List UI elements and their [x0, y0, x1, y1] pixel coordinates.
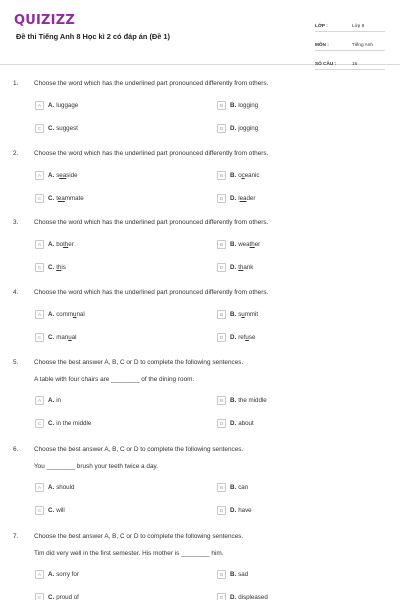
underlined-part: ea	[59, 171, 67, 179]
option-text	[238, 311, 258, 318]
option-text-end: ank	[243, 263, 254, 271]
option-key-box: A	[35, 101, 44, 110]
option-b[interactable]	[217, 569, 248, 579]
option-text-start: in the middle	[56, 419, 92, 427]
option-c[interactable]	[35, 505, 65, 515]
option-key-box: D	[217, 593, 226, 600]
option-label: B.	[230, 171, 237, 179]
option-a[interactable]	[35, 170, 78, 180]
option-text	[238, 420, 253, 427]
option-c[interactable]	[35, 262, 66, 272]
underlined-part: th	[238, 263, 244, 271]
option-text-end: mmit	[244, 310, 259, 318]
option-d[interactable]	[217, 332, 255, 342]
meta-label: LỚP :	[315, 23, 328, 28]
underlined-part: th	[56, 263, 62, 271]
underlined-part: u	[73, 310, 77, 318]
option-text	[238, 264, 253, 271]
question-sentence: You ________ brush your teeth twice a day.	[34, 463, 158, 470]
option-text-start: sad	[238, 570, 249, 578]
worksheet-meta	[315, 13, 385, 70]
option-label: A.	[48, 570, 55, 578]
option-text-end: al	[71, 333, 77, 341]
worksheet-title: Đề thi Tiếng Anh 8 Học kì 2 có đáp án (Đề 1)	[16, 32, 170, 41]
underlined-part: th	[249, 240, 255, 248]
option-text-end: nal	[76, 310, 85, 318]
option-text-end: se	[248, 333, 256, 341]
option-b[interactable]	[217, 170, 260, 180]
option-b[interactable]	[217, 239, 260, 249]
option-key-box: B	[217, 570, 226, 579]
option-text-start: jogging	[238, 124, 259, 132]
option-label: A.	[48, 171, 55, 179]
option-text	[56, 334, 76, 341]
option-label: B.	[230, 240, 237, 248]
option-text	[238, 484, 248, 491]
option-key-box: A	[35, 396, 44, 405]
option-text-end: der	[246, 194, 256, 202]
option-text	[56, 507, 65, 514]
option-text	[238, 125, 258, 132]
option-label: C.	[48, 124, 55, 132]
option-text	[56, 484, 74, 491]
option-a[interactable]	[35, 569, 79, 579]
option-key-box: B	[217, 171, 226, 180]
underlined-part: u	[245, 333, 249, 341]
option-key-box: D	[217, 263, 226, 272]
meta-label: MÔN :	[315, 42, 329, 47]
meta-value: Lớp 8	[352, 23, 365, 28]
underlined-part: ea	[57, 194, 65, 202]
option-text-start: can	[238, 483, 249, 491]
option-a[interactable]	[35, 100, 78, 110]
option-text-start: will	[56, 506, 65, 514]
underlined-part: u	[68, 333, 72, 341]
option-text-start: ref	[238, 333, 246, 341]
option-key-box: C	[35, 194, 44, 203]
option-text	[56, 397, 61, 404]
meta-row-class	[315, 13, 385, 32]
option-text	[56, 594, 79, 600]
option-label: C.	[48, 194, 55, 202]
option-label: B.	[230, 483, 237, 491]
option-text-start: s	[238, 310, 242, 318]
option-key-box: A	[35, 171, 44, 180]
option-text-end: eanic	[244, 171, 260, 179]
option-label: C.	[48, 333, 55, 341]
option-label: A.	[48, 396, 55, 404]
question-number: 3.	[13, 219, 19, 226]
question-number: 2.	[13, 150, 19, 157]
option-text-start: displeased	[238, 593, 268, 600]
option-label: B.	[230, 396, 237, 404]
option-d[interactable]	[217, 123, 258, 133]
option-text	[238, 172, 259, 179]
option-label: D.	[230, 593, 237, 600]
option-key-box: C	[35, 333, 44, 342]
option-text-start: should	[56, 483, 75, 491]
option-text	[238, 594, 268, 600]
option-label: B.	[230, 570, 237, 578]
question-text: Choose the word which has the underlined part pronounced differently from others.	[34, 219, 269, 226]
option-d[interactable]	[217, 262, 253, 272]
option-text-start: luggage	[56, 101, 79, 109]
option-label: B.	[230, 310, 237, 318]
option-c[interactable]	[35, 418, 91, 428]
option-c[interactable]	[35, 332, 77, 342]
option-text	[238, 195, 255, 202]
option-b[interactable]	[217, 100, 258, 110]
option-text-start: man	[56, 333, 69, 341]
option-key-box: B	[217, 310, 226, 319]
option-key-box: A	[35, 240, 44, 249]
option-key-box: C	[35, 263, 44, 272]
option-c[interactable]	[35, 592, 79, 600]
option-text	[56, 172, 77, 179]
option-label: D.	[230, 419, 237, 427]
option-text-start: have	[238, 506, 252, 514]
option-text	[238, 102, 258, 109]
question-text: Choose the best answer A, B, C or D to complete the following sentences.	[34, 446, 244, 453]
option-label: D.	[230, 263, 237, 271]
question-text: Choose the word which has the underlined part pronounced differently from others.	[34, 80, 269, 87]
option-text-start: o	[238, 171, 242, 179]
option-text-end: mmate	[64, 194, 84, 202]
option-a[interactable]	[35, 482, 74, 492]
option-b[interactable]	[217, 395, 267, 405]
underlined-part: ea	[239, 194, 247, 202]
option-key-box: A	[35, 570, 44, 579]
option-text	[238, 334, 255, 341]
question-text: Choose the word which has the underlined part pronounced differently from others.	[34, 289, 269, 296]
question-number: 5.	[13, 359, 19, 366]
underlined-part: c	[241, 171, 245, 179]
question-text: Choose the best answer A, B, C or D to complete the following sentences.	[34, 533, 244, 540]
option-text-start: t	[56, 194, 58, 202]
option-b[interactable]	[217, 482, 248, 492]
option-key-box: B	[217, 101, 226, 110]
option-text-start: the middle	[238, 396, 267, 404]
option-text-end: is	[61, 263, 66, 271]
option-key-box: C	[35, 506, 44, 515]
option-text-start: about	[238, 419, 254, 427]
option-text	[238, 571, 248, 578]
option-key-box: D	[217, 124, 226, 133]
option-text-end: er	[254, 240, 261, 248]
option-key-box: B	[217, 396, 226, 405]
option-label: D.	[230, 194, 237, 202]
option-label: B.	[230, 101, 237, 109]
question-number: 1.	[13, 80, 19, 87]
option-key-box: D	[217, 419, 226, 428]
option-label: C.	[48, 506, 55, 514]
option-a[interactable]	[35, 309, 85, 319]
option-text	[238, 507, 251, 514]
option-text-start: comm	[56, 310, 74, 318]
option-key-box: D	[217, 333, 226, 342]
meta-row-count	[315, 51, 385, 70]
option-key-box: D	[217, 506, 226, 515]
option-label: C.	[48, 419, 55, 427]
option-key-box: A	[35, 310, 44, 319]
option-label: A.	[48, 240, 55, 248]
worksheet-header	[0, 0, 400, 65]
option-text	[56, 102, 78, 109]
question-text: Choose the best answer A, B, C or D to complete the following sentences.	[34, 359, 244, 366]
option-key-box: C	[35, 419, 44, 428]
option-key-box: C	[35, 124, 44, 133]
option-key-box: D	[217, 194, 226, 203]
option-text-start: suggest	[56, 124, 78, 132]
option-label: A.	[48, 483, 55, 491]
option-key-box: C	[35, 593, 44, 600]
option-label: C.	[48, 593, 55, 600]
option-text	[56, 311, 85, 318]
question-number: 6.	[13, 446, 19, 453]
meta-value: 16	[352, 61, 358, 66]
meta-row-subject	[315, 32, 385, 51]
underlined-part: th	[63, 240, 69, 248]
option-label: A.	[48, 101, 55, 109]
option-key-box: A	[35, 483, 44, 492]
question-sentence: A table with four chairs are ________ of the dining room.	[34, 376, 195, 383]
option-key-box: B	[217, 483, 226, 492]
option-a[interactable]	[35, 239, 74, 249]
option-text-end: side	[66, 171, 78, 179]
option-d[interactable]	[217, 193, 255, 203]
option-text-start: bo	[56, 240, 64, 248]
option-text-start: sorry for	[56, 570, 79, 578]
meta-label: SỐ CÂU :	[315, 61, 337, 66]
option-text	[238, 241, 260, 248]
option-text-start: l	[238, 194, 240, 202]
option-key-box: B	[217, 240, 226, 249]
option-text-start: wea	[238, 240, 250, 248]
underlined-part: u	[241, 310, 245, 318]
option-c[interactable]	[35, 123, 78, 133]
option-b[interactable]	[217, 309, 258, 319]
option-label: A.	[48, 310, 55, 318]
question-number: 7.	[13, 533, 19, 540]
question-text: Choose the word which has the underlined part pronounced differently from others.	[34, 150, 269, 157]
option-label: D.	[230, 124, 237, 132]
option-a[interactable]	[35, 395, 61, 405]
meta-value: Tiếng Anh	[352, 42, 373, 47]
option-d[interactable]	[217, 592, 268, 600]
option-label: C.	[48, 263, 55, 271]
option-d[interactable]	[217, 505, 252, 515]
option-text	[56, 264, 66, 271]
option-text-start: logging	[238, 101, 259, 109]
option-text	[56, 571, 79, 578]
option-text-start: s	[56, 171, 60, 179]
question-number: 4.	[13, 289, 19, 296]
option-text	[238, 397, 267, 404]
option-c[interactable]	[35, 193, 84, 203]
option-text-end: er	[68, 240, 74, 248]
quizizz-logo: QUIZIZZ	[14, 13, 75, 28]
option-text	[56, 420, 91, 427]
question-sentence: Tim did very well in the first semester. His mother is ________ him.	[34, 550, 224, 557]
option-text	[56, 241, 74, 248]
option-d[interactable]	[217, 418, 254, 428]
option-label: D.	[230, 333, 237, 341]
option-text-start: proud of	[56, 593, 79, 600]
option-label: D.	[230, 506, 237, 514]
option-text	[56, 125, 78, 132]
option-text-start: in	[56, 396, 62, 404]
option-text	[56, 195, 84, 202]
